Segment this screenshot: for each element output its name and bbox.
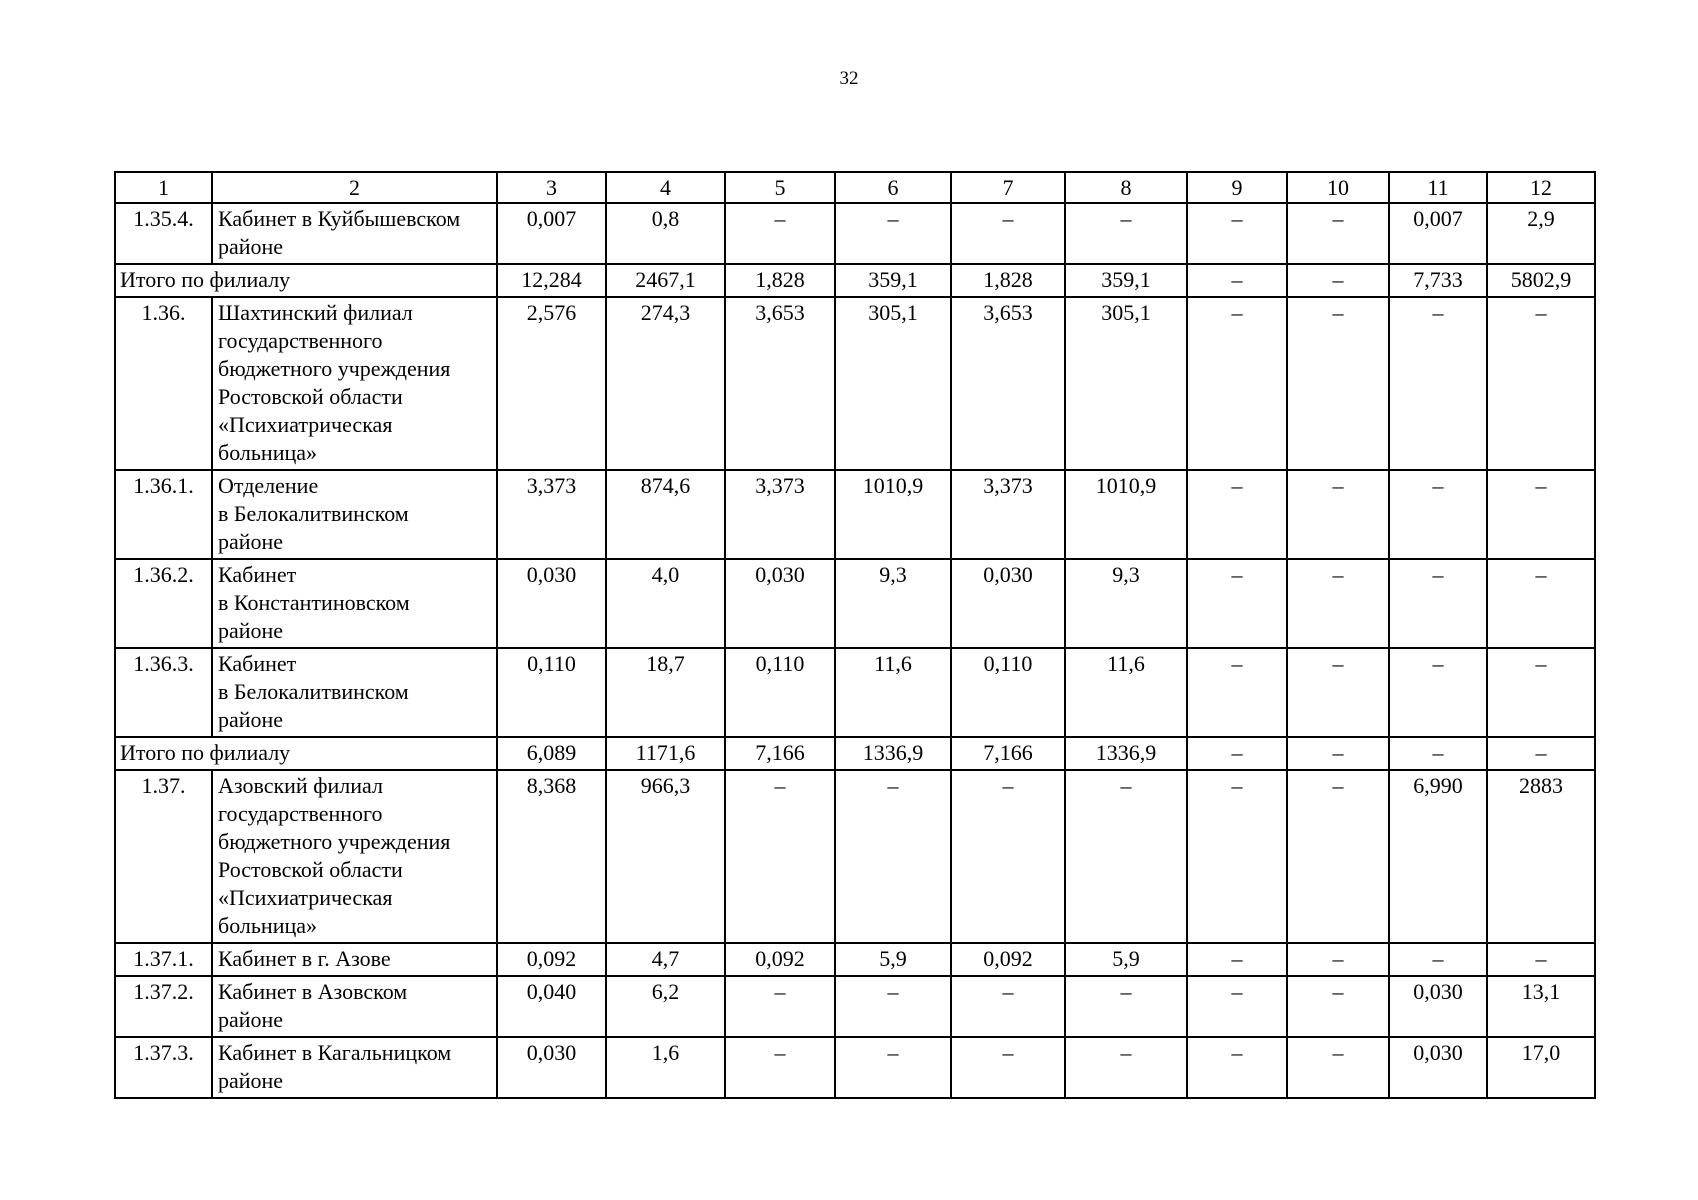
value-cell: 6,2 bbox=[606, 976, 725, 1037]
value-cell: – bbox=[1187, 648, 1287, 737]
value-cell: 359,1 bbox=[1065, 264, 1187, 297]
item-name bbox=[212, 203, 497, 264]
item-code: 1.35.4. bbox=[115, 203, 212, 264]
column-number-header: 5 bbox=[725, 172, 835, 203]
item-name-line: Кабинет в г. Азове bbox=[218, 946, 391, 971]
item-name-line: районе bbox=[218, 707, 284, 732]
item-name-line: Кабинет в Кагальницком bbox=[218, 1040, 452, 1065]
column-number-header: 4 bbox=[606, 172, 725, 203]
value-cell: – bbox=[1389, 648, 1487, 737]
value-cell: – bbox=[1487, 559, 1595, 648]
value-cell: – bbox=[835, 976, 951, 1037]
value-cell: 3,373 bbox=[951, 470, 1065, 559]
value-cell: – bbox=[1065, 976, 1187, 1037]
value-cell: – bbox=[1287, 737, 1389, 770]
item-code: 1.37.1. bbox=[115, 943, 212, 976]
item-name bbox=[212, 297, 497, 470]
column-number-header: 3 bbox=[497, 172, 606, 203]
value-cell: 3,373 bbox=[497, 470, 606, 559]
table-body bbox=[115, 172, 1595, 1098]
value-cell: – bbox=[725, 770, 835, 943]
column-number-header: 10 bbox=[1287, 172, 1389, 203]
value-cell: 359,1 bbox=[835, 264, 951, 297]
value-cell: 12,284 bbox=[497, 264, 606, 297]
value-cell: 305,1 bbox=[1065, 297, 1187, 470]
item-code: 1.37. bbox=[115, 770, 212, 943]
branch-total-row bbox=[115, 264, 1595, 297]
value-cell: 0,030 bbox=[497, 559, 606, 648]
value-cell: 874,6 bbox=[606, 470, 725, 559]
column-number-header: 9 bbox=[1187, 172, 1287, 203]
value-cell: 0,030 bbox=[1389, 976, 1487, 1037]
value-cell: 7,166 bbox=[725, 737, 835, 770]
item-name-line: больница» bbox=[218, 913, 317, 938]
value-cell: 3,653 bbox=[725, 297, 835, 470]
item-name-line: Ростовской области bbox=[218, 857, 403, 882]
value-cell: 11,6 bbox=[1065, 648, 1187, 737]
value-cell: 0,030 bbox=[951, 559, 1065, 648]
item-code: 1.36.2. bbox=[115, 559, 212, 648]
item-name bbox=[212, 470, 497, 559]
total-label: Итого по филиалу bbox=[115, 737, 497, 770]
table-row bbox=[115, 648, 1595, 737]
table-row bbox=[115, 297, 1595, 470]
value-cell: 6,990 bbox=[1389, 770, 1487, 943]
value-cell: 0,110 bbox=[951, 648, 1065, 737]
item-name bbox=[212, 559, 497, 648]
value-cell: – bbox=[1187, 1037, 1287, 1098]
value-cell: 3,653 bbox=[951, 297, 1065, 470]
item-name-line: районе bbox=[218, 618, 284, 643]
value-cell: – bbox=[1389, 943, 1487, 976]
item-name-line: Отделение bbox=[218, 473, 319, 498]
table-row bbox=[115, 770, 1595, 943]
value-cell: – bbox=[1065, 1037, 1187, 1098]
item-name-line: районе bbox=[218, 234, 284, 259]
value-cell: 0,007 bbox=[1389, 203, 1487, 264]
item-name-line: Кабинет в Куйбышевском bbox=[218, 206, 461, 231]
item-name-line: Кабинет bbox=[218, 562, 297, 587]
value-cell: 0,092 bbox=[725, 943, 835, 976]
item-name-line: «Психиатрическая bbox=[218, 412, 393, 437]
table-row bbox=[115, 943, 1595, 976]
value-cell: 2,9 bbox=[1487, 203, 1595, 264]
value-cell: 274,3 bbox=[606, 297, 725, 470]
column-number-header: 8 bbox=[1065, 172, 1187, 203]
value-cell: – bbox=[1487, 297, 1595, 470]
value-cell: 1010,9 bbox=[835, 470, 951, 559]
value-cell: – bbox=[1389, 470, 1487, 559]
item-name bbox=[212, 1037, 497, 1098]
value-cell: – bbox=[1389, 559, 1487, 648]
value-cell: 17,0 bbox=[1487, 1037, 1595, 1098]
value-cell: – bbox=[1065, 770, 1187, 943]
value-cell: – bbox=[1187, 203, 1287, 264]
page-number: 32 bbox=[839, 68, 859, 89]
value-cell: – bbox=[1287, 648, 1389, 737]
item-name-line: государственного bbox=[218, 801, 383, 826]
value-cell: 5802,9 bbox=[1487, 264, 1595, 297]
value-cell: 1,6 bbox=[606, 1037, 725, 1098]
value-cell: – bbox=[1187, 976, 1287, 1037]
value-cell: – bbox=[1187, 297, 1287, 470]
value-cell: 2,576 bbox=[497, 297, 606, 470]
column-number-header: 11 bbox=[1389, 172, 1487, 203]
value-cell: 5,9 bbox=[1065, 943, 1187, 976]
item-code: 1.37.2. bbox=[115, 976, 212, 1037]
item-name-line: районе bbox=[218, 1007, 284, 1032]
value-cell: 8,368 bbox=[497, 770, 606, 943]
value-cell: 305,1 bbox=[835, 297, 951, 470]
value-cell: 7,166 bbox=[951, 737, 1065, 770]
item-name bbox=[212, 943, 497, 976]
item-name-line: Ростовской области bbox=[218, 384, 403, 409]
value-cell: 0,092 bbox=[951, 943, 1065, 976]
value-cell: 1336,9 bbox=[1065, 737, 1187, 770]
table-row bbox=[115, 559, 1595, 648]
value-cell: – bbox=[1187, 470, 1287, 559]
item-code: 1.36.3. bbox=[115, 648, 212, 737]
item-name-line: бюджетного учреждения bbox=[218, 356, 451, 381]
item-name-line: Шахтинский филиал bbox=[218, 300, 413, 325]
value-cell: 0,040 bbox=[497, 976, 606, 1037]
item-code: 1.36. bbox=[115, 297, 212, 470]
value-cell: 0,007 bbox=[497, 203, 606, 264]
value-cell: 0,030 bbox=[725, 559, 835, 648]
value-cell: 6,089 bbox=[497, 737, 606, 770]
item-name bbox=[212, 770, 497, 943]
value-cell: – bbox=[1487, 943, 1595, 976]
value-cell: – bbox=[1287, 976, 1389, 1037]
value-cell: – bbox=[1287, 264, 1389, 297]
item-name-line: государственного bbox=[218, 328, 383, 353]
value-cell: – bbox=[1287, 770, 1389, 943]
value-cell: 0,110 bbox=[725, 648, 835, 737]
value-cell: 2883 bbox=[1487, 770, 1595, 943]
value-cell: – bbox=[1187, 943, 1287, 976]
column-number-header: 7 bbox=[951, 172, 1065, 203]
value-cell: – bbox=[1287, 470, 1389, 559]
value-cell: 11,6 bbox=[835, 648, 951, 737]
value-cell: – bbox=[725, 1037, 835, 1098]
value-cell: 7,733 bbox=[1389, 264, 1487, 297]
item-name-line: в Белокалитвинском bbox=[218, 501, 409, 526]
branch-total-row bbox=[115, 737, 1595, 770]
value-cell: – bbox=[1287, 203, 1389, 264]
value-cell: – bbox=[835, 1037, 951, 1098]
item-name bbox=[212, 976, 497, 1037]
value-cell: 9,3 bbox=[835, 559, 951, 648]
value-cell: – bbox=[951, 1037, 1065, 1098]
item-name-line: больница» bbox=[218, 440, 317, 465]
value-cell: – bbox=[1187, 264, 1287, 297]
value-cell: – bbox=[1487, 470, 1595, 559]
value-cell: – bbox=[1065, 203, 1187, 264]
value-cell: 18,7 bbox=[606, 648, 725, 737]
table-row bbox=[115, 976, 1595, 1037]
value-cell: 4,0 bbox=[606, 559, 725, 648]
total-label: Итого по филиалу bbox=[115, 264, 497, 297]
value-cell: 9,3 bbox=[1065, 559, 1187, 648]
value-cell: – bbox=[725, 203, 835, 264]
value-cell: – bbox=[1187, 770, 1287, 943]
value-cell: – bbox=[951, 770, 1065, 943]
value-cell: 2467,1 bbox=[606, 264, 725, 297]
item-name-line: в Белокалитвинском bbox=[218, 679, 409, 704]
item-code: 1.36.1. bbox=[115, 470, 212, 559]
item-code: 1.37.3. bbox=[115, 1037, 212, 1098]
value-cell: 13,1 bbox=[1487, 976, 1595, 1037]
item-name-line: районе bbox=[218, 1068, 284, 1093]
value-cell: 0,110 bbox=[497, 648, 606, 737]
column-number-header: 6 bbox=[835, 172, 951, 203]
value-cell: 3,373 bbox=[725, 470, 835, 559]
column-number-header: 2 bbox=[212, 172, 497, 203]
item-name-line: Кабинет в Азовском bbox=[218, 979, 408, 1004]
column-number-header-row bbox=[115, 172, 1595, 203]
item-name-line: в Константиновском bbox=[218, 590, 410, 615]
value-cell: 1,828 bbox=[951, 264, 1065, 297]
value-cell: 0,030 bbox=[1389, 1037, 1487, 1098]
table-row bbox=[115, 203, 1595, 264]
value-cell: 5,9 bbox=[835, 943, 951, 976]
item-name-line: бюджетного учреждения bbox=[218, 829, 451, 854]
value-cell: – bbox=[1389, 737, 1487, 770]
item-name-line: Кабинет bbox=[218, 651, 297, 676]
value-cell: 1,828 bbox=[725, 264, 835, 297]
value-cell: – bbox=[951, 203, 1065, 264]
value-cell: – bbox=[1389, 297, 1487, 470]
value-cell: 1171,6 bbox=[606, 737, 725, 770]
column-number-header: 12 bbox=[1487, 172, 1595, 203]
value-cell: – bbox=[725, 976, 835, 1037]
value-cell: – bbox=[1287, 297, 1389, 470]
value-cell: – bbox=[1287, 943, 1389, 976]
value-cell: – bbox=[1487, 737, 1595, 770]
item-name bbox=[212, 648, 497, 737]
value-cell: – bbox=[1287, 1037, 1389, 1098]
value-cell: – bbox=[1187, 737, 1287, 770]
item-name-line: Азовский филиал bbox=[218, 773, 383, 798]
data-table bbox=[114, 171, 1596, 1099]
value-cell: 1336,9 bbox=[835, 737, 951, 770]
item-name-line: «Психиатрическая bbox=[218, 885, 393, 910]
value-cell: 0,8 bbox=[606, 203, 725, 264]
value-cell: 0,030 bbox=[497, 1037, 606, 1098]
value-cell: 4,7 bbox=[606, 943, 725, 976]
value-cell: 966,3 bbox=[606, 770, 725, 943]
column-number-header: 1 bbox=[115, 172, 212, 203]
value-cell: – bbox=[835, 203, 951, 264]
value-cell: 0,092 bbox=[497, 943, 606, 976]
value-cell: – bbox=[1287, 559, 1389, 648]
table-row bbox=[115, 1037, 1595, 1098]
item-name-line: районе bbox=[218, 529, 284, 554]
value-cell: – bbox=[951, 976, 1065, 1037]
value-cell: – bbox=[1187, 559, 1287, 648]
table-row bbox=[115, 470, 1595, 559]
value-cell: – bbox=[835, 770, 951, 943]
value-cell: – bbox=[1487, 648, 1595, 737]
value-cell: 1010,9 bbox=[1065, 470, 1187, 559]
